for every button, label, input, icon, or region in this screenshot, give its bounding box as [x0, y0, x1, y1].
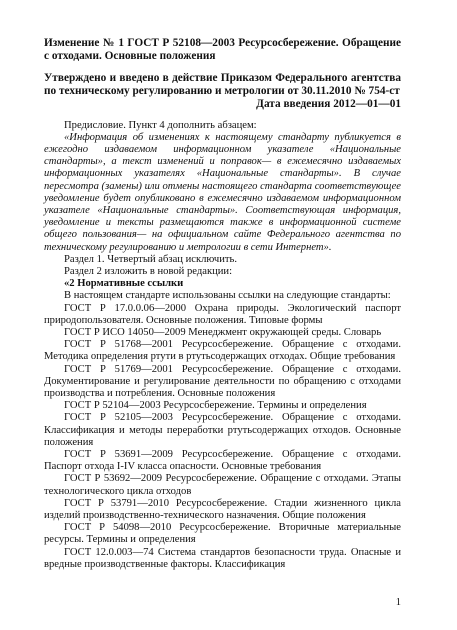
- reference-item: ГОСТ Р 53691—2009 Ресурсосбережение. Обращение с отходами. Паспорт отхода I-IV класса опасности. Основные требования: [44, 448, 401, 473]
- reference-item: ГОСТ Р 51768—2001 Ресурсосбережение. Обращение с отходами. Методика определения ртути в ртутьсодержащих отходах. Общие требования: [44, 339, 401, 363]
- section-title: «2 Нормативные ссылки: [64, 278, 184, 290]
- reference-item: ГОСТ 12.0.003—74 Система стандартов безопасности труда. Опасные и вредные производственные факторы. Классификация: [44, 546, 401, 570]
- reference-item: ГОСТ Р 51769—2001 Ресурсосбережение. Обращение с отходами. Документирование и регулирование деятельности по обращению с отходами производства и потребления. Основные положения: [44, 363, 401, 399]
- document-header: [44, 37, 401, 111]
- reference-item: ГОСТ Р 54098—2010 Ресурсосбережение. Вторичные материальные ресурсы. Термины и определения: [44, 522, 401, 546]
- section2-paragraph: Раздел 2 изложить в новой редакции:: [64, 265, 233, 277]
- amendment-title: Изменение № 1 ГОСТ Р 52108—2003 Ресурсосбережение. Обращение с отходами. Основные положения: [44, 37, 401, 62]
- effective-date: Дата введения 2012—01—01: [256, 98, 401, 110]
- page-number: 1: [395, 597, 401, 608]
- approval-statement: Утверждено и введено в действие Приказом Федерального агентства по техническому регулированию и метрологии от 30.11.2010 № 754-ст: [44, 72, 401, 97]
- preface-paragraph: Предисловие. Пункт 4 дополнить абзацем:: [64, 119, 257, 131]
- reference-item: ГОСТ Р 53791—2010 Ресурсосбережение. Стадии жизненного цикла изделий производственно-технического назначения. Общие положения: [44, 497, 401, 521]
- preface-quote: «Информация об изменениях к настоящему стандарту публикуется в ежегодно издаваемом информационном указателе «Национальные стандарты», а текст изменений и поправок— в ежемесячно издаваемых информационных указателях «Национальные стандарты». В случае пересмотра (замены) или отмены настоящего стандарта соответствующее уведомление будет опубликовано в ежемесячно издаваемом информационном указателе «Национальные стандарты». Соответствующая информация, уведомление и тексты размещаются также в информационной системе общего пользования— на официальном сайте Федерального агентства по техническому регулированию и метрологии в сети Интернет».: [44, 131, 401, 253]
- reference-item: ГОСТ Р 53692—2009 Ресурсосбережение. Обращение с отходами. Этапы технологического цикла отходов: [44, 473, 401, 497]
- reference-item: ГОСТ Р 17.0.0.06—2000 Охрана природы. Экологический паспорт природопользователя. Основные положения. Типовые формы: [44, 302, 401, 326]
- document-body: [44, 120, 401, 572]
- references-intro: В настоящем стандарте использованы ссылки на следующие стандарты:: [64, 290, 391, 302]
- reference-item: ГОСТ Р ИСО 14050—2009 Менеджмент окружающей среды. Словарь: [64, 326, 382, 338]
- reference-item: ГОСТ Р 52105—2003 Ресурсосбережение. Обращение с отходами. Классификация и методы переработки ртутьсодержащих отходов. Основные положения: [44, 412, 401, 448]
- section1-paragraph: Раздел 1. Четвертый абзац исключить.: [64, 253, 238, 265]
- reference-item: ГОСТ Р 52104—2003 Ресурсосбережение. Термины и определения: [64, 400, 367, 412]
